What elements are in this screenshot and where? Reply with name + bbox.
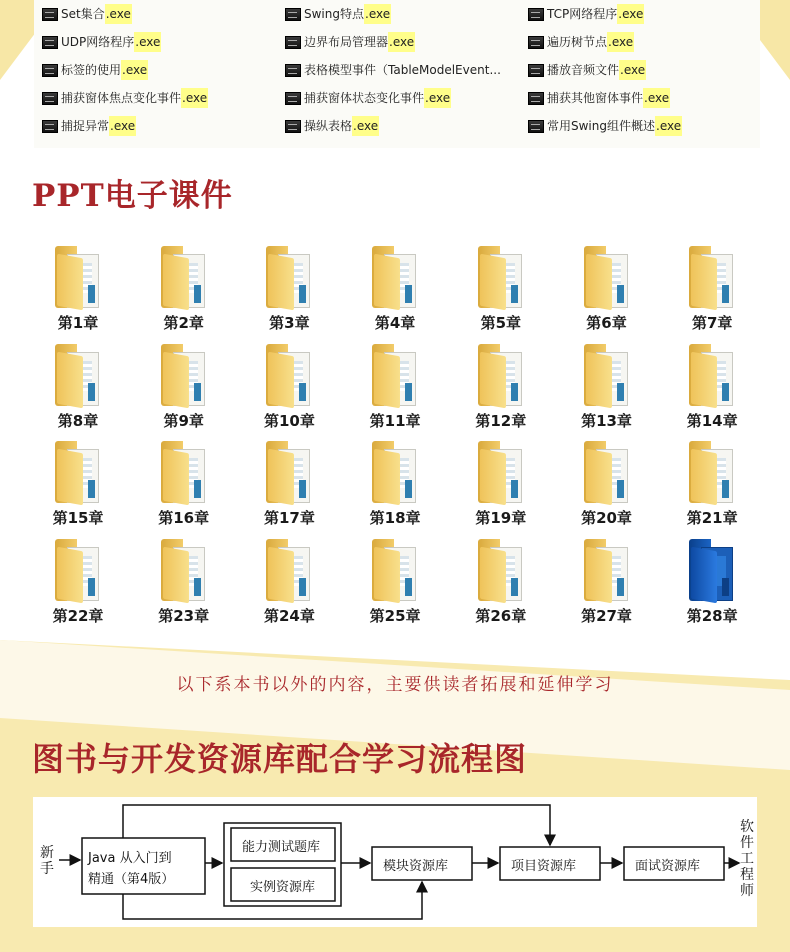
chapter-folder[interactable] xyxy=(144,435,224,527)
folder-label: 第5章 xyxy=(480,314,522,332)
folder-icon xyxy=(584,344,630,406)
folder-icon xyxy=(478,539,524,601)
folder-label: 第12章 xyxy=(475,411,527,430)
file-item[interactable] xyxy=(42,4,132,24)
chapter-folder[interactable] xyxy=(249,240,329,332)
file-name: 表格模型事件（TableModelEvent... xyxy=(304,63,501,77)
start-label: 新手 xyxy=(40,845,54,877)
chapter-folder[interactable] xyxy=(567,338,647,430)
folder-icon xyxy=(266,246,312,308)
folder-icon xyxy=(55,441,101,503)
folder-icon xyxy=(55,246,101,308)
file-extension: .exe xyxy=(424,88,451,108)
file-extension: .exe xyxy=(134,32,161,52)
exe-file-icon xyxy=(285,8,301,21)
folder-label: 第20章 xyxy=(581,509,632,527)
folder-icon xyxy=(478,441,524,503)
exe-file-icon xyxy=(42,120,58,133)
folder-icon xyxy=(161,246,207,308)
project-db-label: 项目资源库 xyxy=(511,859,577,874)
folder-label: 第26章 xyxy=(475,606,527,625)
folder-label: 第1章 xyxy=(57,314,99,332)
example-db-label: 实例资源库 xyxy=(250,880,316,895)
exe-file-icon xyxy=(528,8,544,21)
folder-label: 第25章 xyxy=(369,606,421,625)
folder-label: 第7章 xyxy=(691,314,733,332)
file-extension: .exe xyxy=(181,88,208,108)
folder-icon xyxy=(584,246,630,308)
chapter-folder[interactable] xyxy=(249,533,329,625)
folder-icon xyxy=(266,344,312,406)
file-item[interactable] xyxy=(285,88,451,108)
exe-file-icon xyxy=(528,36,544,49)
file-item[interactable] xyxy=(528,60,646,80)
chapter-folder[interactable] xyxy=(461,533,541,625)
chapter-folder[interactable] xyxy=(144,533,224,625)
folder-icon xyxy=(161,344,207,406)
file-extension: .exe xyxy=(109,116,136,136)
file-extension: .exe xyxy=(364,4,391,24)
exe-file-icon xyxy=(528,92,544,105)
exe-file-icon xyxy=(42,36,58,49)
folder-label: 第19章 xyxy=(475,509,527,527)
folder-label: 第18章 xyxy=(369,509,421,527)
file-extension: .exe xyxy=(352,116,379,136)
file-item[interactable] xyxy=(42,60,148,80)
file-item[interactable] xyxy=(285,60,501,80)
folder-icon xyxy=(689,441,735,503)
chapter-folder[interactable] xyxy=(567,533,647,625)
book-label-line2: 精通（第4版） xyxy=(88,872,175,887)
file-item[interactable] xyxy=(528,32,634,52)
folder-label: 第24章 xyxy=(263,606,315,625)
file-name: Set集合 xyxy=(61,7,105,21)
file-item[interactable] xyxy=(528,116,682,136)
folder-icon xyxy=(161,441,207,503)
file-name: 边界布局管理器 xyxy=(304,35,389,49)
folder-label: 第22章 xyxy=(52,606,104,625)
chapter-folder[interactable] xyxy=(38,240,118,332)
folder-label: 第28章 xyxy=(686,606,738,625)
folder-label: 第3章 xyxy=(269,314,310,332)
folder-icon xyxy=(161,539,207,601)
folder-icon xyxy=(689,246,735,308)
file-item[interactable] xyxy=(528,88,670,108)
folder-label: 第17章 xyxy=(263,509,315,527)
folder-icon xyxy=(478,344,524,406)
chapter-folder[interactable] xyxy=(144,338,224,430)
chapter-folder[interactable] xyxy=(672,533,752,625)
file-name: 标签的使用 xyxy=(61,63,122,77)
file-extension: .exe xyxy=(619,60,646,80)
folder-icon xyxy=(689,539,735,601)
chapter-folder[interactable] xyxy=(355,338,435,430)
exe-file-icon xyxy=(42,64,58,77)
file-name: 遍历树节点 xyxy=(547,35,608,49)
extension-note: 以下系本书以外的内容，主要供读者拓展和延伸学习 xyxy=(176,675,614,695)
folder-label: 第2章 xyxy=(163,314,204,332)
folder-icon xyxy=(55,539,101,601)
exe-file-icon xyxy=(285,120,301,133)
folder-label: 第9章 xyxy=(163,411,204,430)
file-item[interactable] xyxy=(285,116,379,136)
file-list-panel xyxy=(34,0,760,148)
chapter-folder[interactable] xyxy=(355,240,435,332)
folder-icon xyxy=(372,344,418,406)
ppt-section-title: PPT电子课件 xyxy=(32,178,233,214)
folder-icon xyxy=(55,344,101,406)
folder-label: 第21章 xyxy=(686,509,738,527)
file-name: 播放音频文件 xyxy=(547,63,620,77)
exe-file-icon xyxy=(285,64,301,77)
chapter-folder[interactable] xyxy=(567,240,647,332)
folder-icon xyxy=(689,344,735,406)
folder-icon xyxy=(372,246,418,308)
chapter-folder[interactable] xyxy=(461,435,541,527)
chapter-folder[interactable] xyxy=(38,338,118,430)
folder-label: 第16章 xyxy=(158,509,210,527)
chapter-folder[interactable] xyxy=(144,240,224,332)
folder-label: 第27章 xyxy=(581,606,632,625)
file-item[interactable] xyxy=(285,4,391,24)
end-label: 软件工程师 xyxy=(740,819,754,899)
folder-label: 第6章 xyxy=(586,314,627,332)
exe-file-icon xyxy=(285,36,301,49)
file-item[interactable] xyxy=(528,4,644,24)
chapter-folder[interactable] xyxy=(355,533,435,625)
flowchart-title: 图书与开发资源库配合学习流程图 xyxy=(32,740,528,778)
folder-label: 第23章 xyxy=(158,606,210,625)
exe-file-icon xyxy=(42,8,58,21)
folder-label: 第14章 xyxy=(686,411,738,430)
flowchart xyxy=(33,797,757,927)
file-extension: .exe xyxy=(121,60,148,80)
chapter-folder[interactable] xyxy=(461,338,541,430)
exe-file-icon xyxy=(285,92,301,105)
folder-icon xyxy=(372,441,418,503)
file-name: 常用Swing组件概述 xyxy=(547,119,655,133)
file-name: 捕获其他窗体事件 xyxy=(547,91,644,105)
folder-icon xyxy=(372,539,418,601)
file-extension: .exe xyxy=(655,116,682,136)
file-extension: .exe xyxy=(617,4,644,24)
file-name: Swing特点 xyxy=(304,7,364,21)
file-name: 捕捉异常 xyxy=(61,119,110,133)
chapter-folder[interactable] xyxy=(461,240,541,332)
file-name: 操纵表格 xyxy=(304,119,353,133)
file-item[interactable] xyxy=(285,32,415,52)
file-name: 捕获窗体焦点变化事件 xyxy=(61,91,182,105)
chapter-folder[interactable] xyxy=(38,533,118,625)
folder-icon xyxy=(584,539,630,601)
file-extension: .exe xyxy=(105,4,132,24)
chapter-folder[interactable] xyxy=(249,338,329,430)
chapter-folder[interactable] xyxy=(38,435,118,527)
file-item[interactable] xyxy=(42,32,161,52)
chapter-folder[interactable] xyxy=(672,240,752,332)
file-name: TCP网络程序 xyxy=(547,7,618,21)
file-item[interactable] xyxy=(42,116,136,136)
folder-label: 第10章 xyxy=(263,411,315,430)
folder-label: 第11章 xyxy=(369,411,421,430)
chapter-folder[interactable] xyxy=(567,435,647,527)
exe-file-icon xyxy=(528,64,544,77)
file-extension: .exe xyxy=(643,88,670,108)
book-label-line1: Java 从入门到 xyxy=(88,851,172,866)
file-extension: .exe xyxy=(388,32,415,52)
folder-label: 第8章 xyxy=(57,411,99,430)
file-item[interactable] xyxy=(42,88,208,108)
folder-icon xyxy=(478,246,524,308)
folder-icon xyxy=(584,441,630,503)
file-name: 捕获窗体状态变化事件 xyxy=(304,91,425,105)
folder-icon xyxy=(266,539,312,601)
ability-db-label: 能力测试题库 xyxy=(242,840,321,855)
file-name: UDP网络程序 xyxy=(61,35,135,49)
folder-label: 第15章 xyxy=(52,509,104,527)
chapter-folder[interactable] xyxy=(672,435,752,527)
interview-db-label: 面试资源库 xyxy=(635,859,701,874)
module-db-label: 模块资源库 xyxy=(383,859,449,874)
folder-label: 第4章 xyxy=(374,314,416,332)
exe-file-icon xyxy=(42,92,58,105)
folder-grid xyxy=(36,236,752,636)
chapter-folder[interactable] xyxy=(355,435,435,527)
folder-icon xyxy=(266,441,312,503)
chapter-folder[interactable] xyxy=(249,435,329,527)
exe-file-icon xyxy=(528,120,544,133)
file-extension: .exe xyxy=(607,32,634,52)
chapter-folder[interactable] xyxy=(672,338,752,430)
folder-label: 第13章 xyxy=(581,411,632,430)
